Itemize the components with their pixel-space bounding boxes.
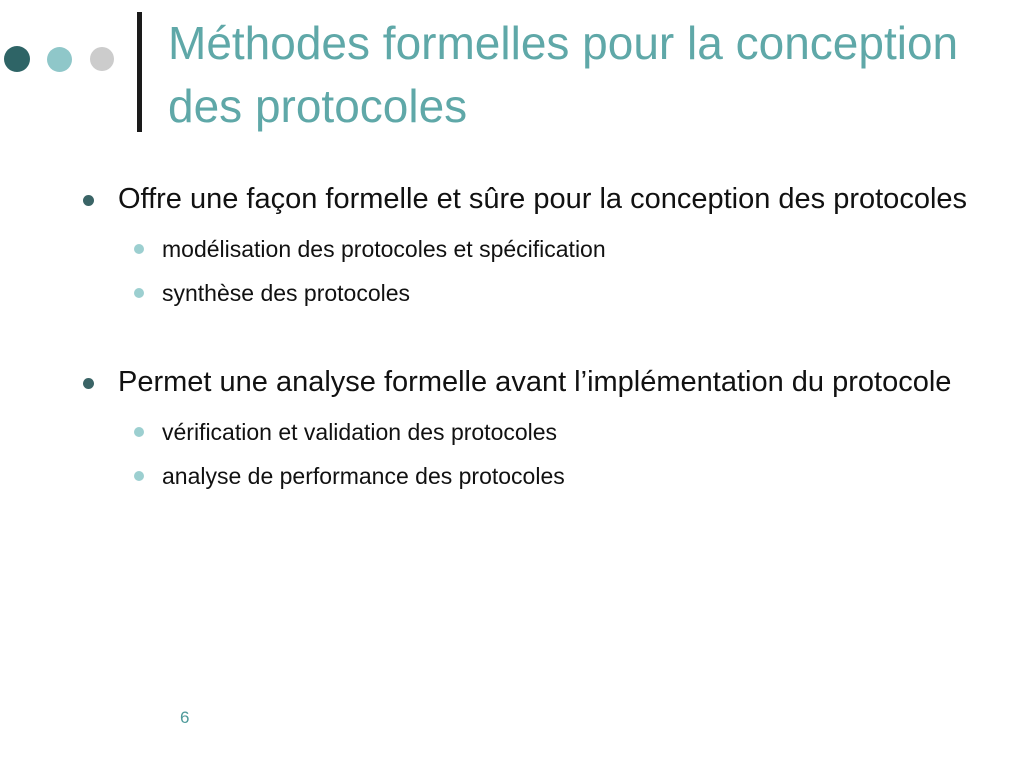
sub-bullet-item [80,271,980,315]
bullet-group-2 [80,361,980,498]
slide-content [80,178,980,498]
decorative-dot-mid [47,47,72,72]
sub-bullet-text: synthèse des protocoles [162,280,411,306]
bullet-dot-icon [83,378,94,389]
decorative-dot-light [90,47,114,71]
sub-bullet-item [80,227,980,271]
sub-bullet-list-2 [80,410,980,498]
bullet-group-1 [80,178,980,315]
bullet-item-2 [80,361,980,404]
bullet-text-1: Offre une façon formelle et sûre pour la conception des protocoles [118,183,968,215]
bullet-text-2: Permet une analyse formelle avant l’implémentation du protocole [118,366,952,398]
sub-bullet-dot-icon [134,244,144,254]
page-number: 6 [180,708,190,727]
sub-bullet-text: analyse de performance des protocoles [162,463,565,489]
slide-title: Méthodes formelles pour la conception des protocoles [168,17,959,132]
decorative-dot-dark [4,46,30,72]
title-divider [137,12,142,132]
sub-bullet-dot-icon [134,427,144,437]
bullet-item-1 [80,178,980,221]
sub-bullet-text: modélisation des protocoles et spécification [162,236,606,262]
bullet-dot-icon [83,195,94,206]
sub-bullet-item [80,410,980,454]
bullet-spacer [80,315,980,361]
sub-bullet-text: vérification et validation des protocoles [162,419,558,445]
sub-bullet-dot-icon [134,471,144,481]
sub-bullet-list-1 [80,227,980,315]
sub-bullet-item [80,454,980,498]
sub-bullet-dot-icon [134,288,144,298]
